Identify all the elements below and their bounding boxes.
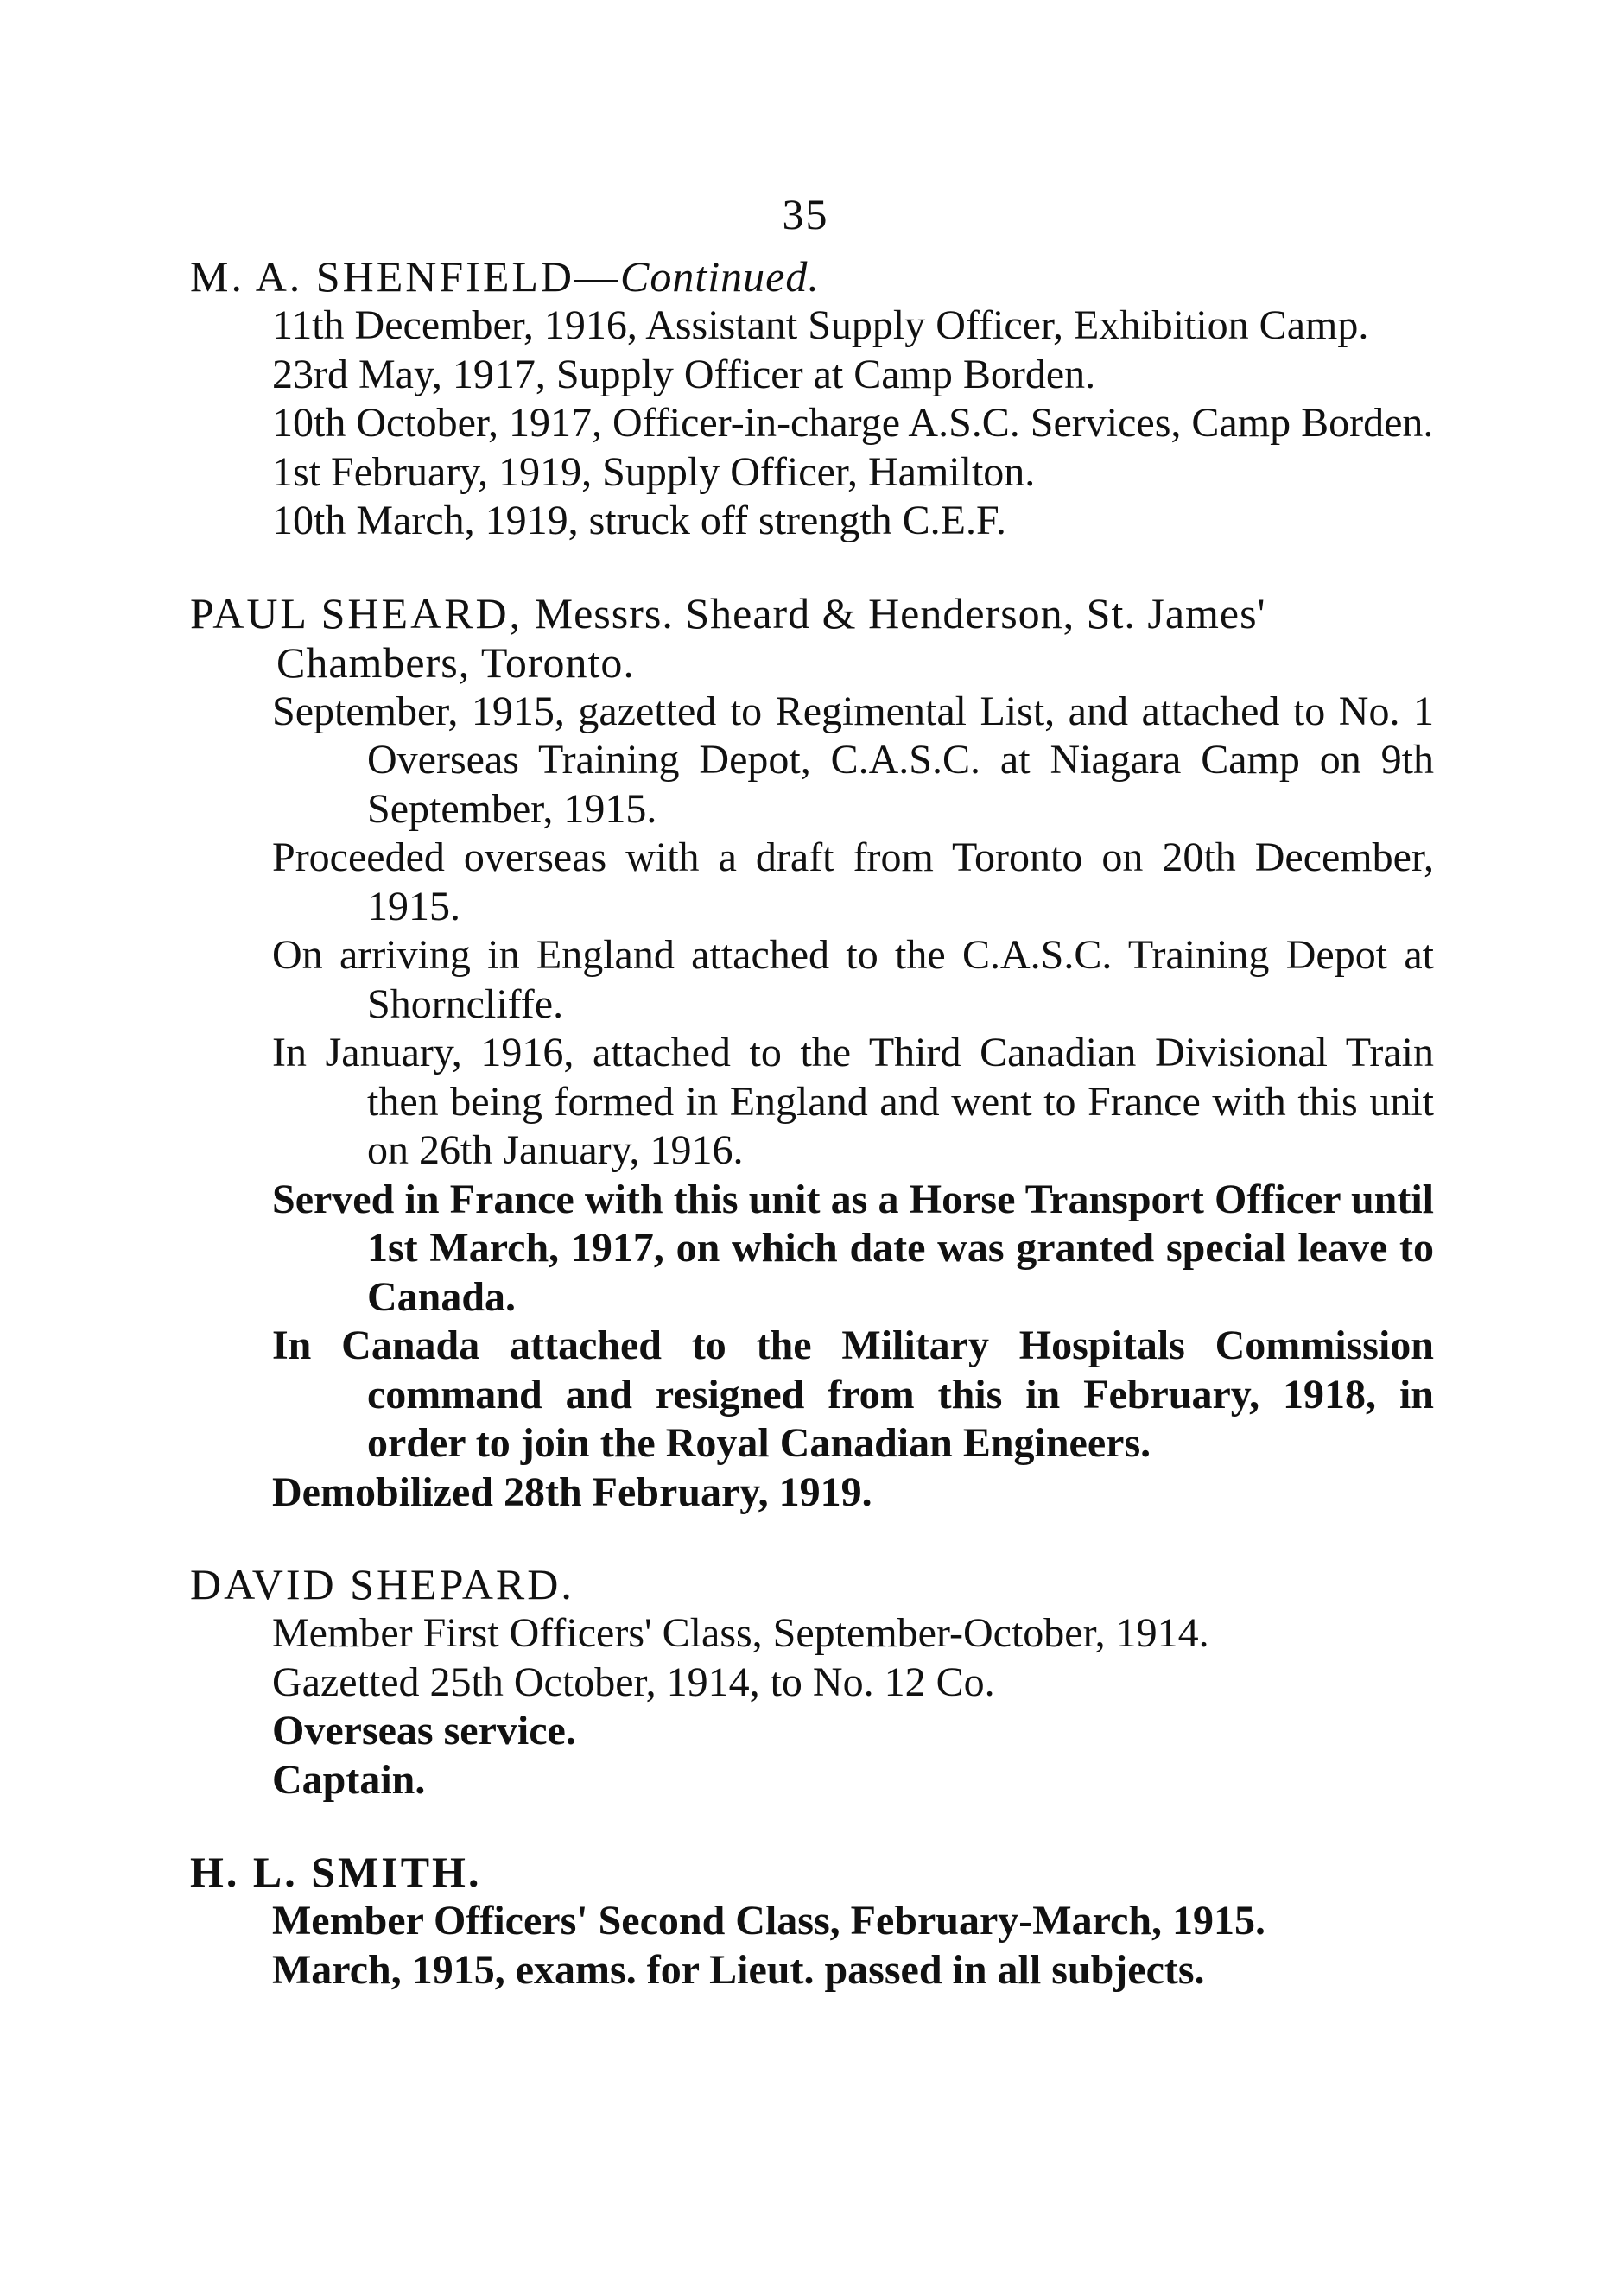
- entry-shenfield: [190, 252, 1434, 546]
- page-number: 35: [782, 190, 829, 238]
- entry-line: March, 1915, exams. for Lieut. passed in all subjects.: [272, 1946, 1205, 1993]
- entry-heading: [190, 1560, 1434, 1609]
- entry-heading-suffix: Messrs. Sheard & Henderson, St. James' Chambers, Toronto.: [276, 588, 1266, 687]
- entry-sheard: [190, 589, 1434, 1518]
- entry-line: 11th December, 1916, Assistant Supply Officer, Exhibition Camp.: [272, 302, 1369, 348]
- entry-line: Overseas service.: [272, 1708, 576, 1754]
- entry-name: DAVID SHEPARD.: [190, 1560, 574, 1608]
- entry-line: 1st February, 1919, Supply Officer, Hamilton.: [272, 448, 1036, 495]
- entry-line: Gazetted 25th October, 1914, to No. 12 Co.: [272, 1659, 995, 1705]
- entry-line: 23rd May, 1917, Supply Officer at Camp Borden.: [272, 351, 1096, 397]
- entry-line: In January, 1916, attached to the Third Canadian Divisional Train then being formed in England and went to France with this unit on 26th January, 1916.: [272, 1030, 1434, 1173]
- entry-heading: [190, 1848, 1434, 1897]
- entry-name: H. L. SMITH.: [190, 1848, 482, 1896]
- entry-line: Member First Officers' Class, September-October, 1914.: [272, 1610, 1209, 1656]
- entry-line: In Canada attached to the Military Hospitals Commission command and resigned from this in February, 1918, in order to join the Royal Canadian Engineers.: [272, 1322, 1434, 1466]
- entry-name: M. A. SHENFIELD—: [190, 252, 621, 301]
- entry-line: Served in France with this unit as a Horse Transport Officer until 1st March, 1917, on which date was granted special leave to Canada.: [272, 1176, 1434, 1320]
- entry-heading: [190, 589, 1434, 688]
- entry-smith: [190, 1848, 1434, 1995]
- entry-line: 10th March, 1919, struck off strength C.E.F.: [272, 498, 1006, 543]
- entry-line: Demobilized 28th February, 1919.: [272, 1468, 872, 1515]
- entry-heading-suffix: Continued.: [620, 252, 820, 301]
- entry-line: 10th October, 1917, Officer-in-charge A.S.C. Services, Camp Borden.: [272, 400, 1434, 446]
- entry-line: September, 1915, gazetted to Regimental List, and attached to No. 1 Overseas Training Depot, C.A.S.C. at Niagara Camp on 9th September, 1915.: [272, 688, 1434, 832]
- entry-name: PAUL SHEARD,: [190, 588, 523, 637]
- entry-line: Captain.: [272, 1756, 426, 1803]
- entry-heading: [190, 252, 1434, 301]
- entry-line: On arriving in England attached to the C.A.S.C. Training Depot at Shorncliffe.: [272, 932, 1434, 1027]
- entry-shepard: [190, 1560, 1434, 1804]
- page-content: [190, 252, 1434, 1995]
- entry-line: Member Officers' Second Class, February-March, 1915.: [272, 1898, 1266, 1944]
- entry-line: Proceeded overseas with a draft from Toronto on 20th December, 1915.: [272, 834, 1434, 929]
